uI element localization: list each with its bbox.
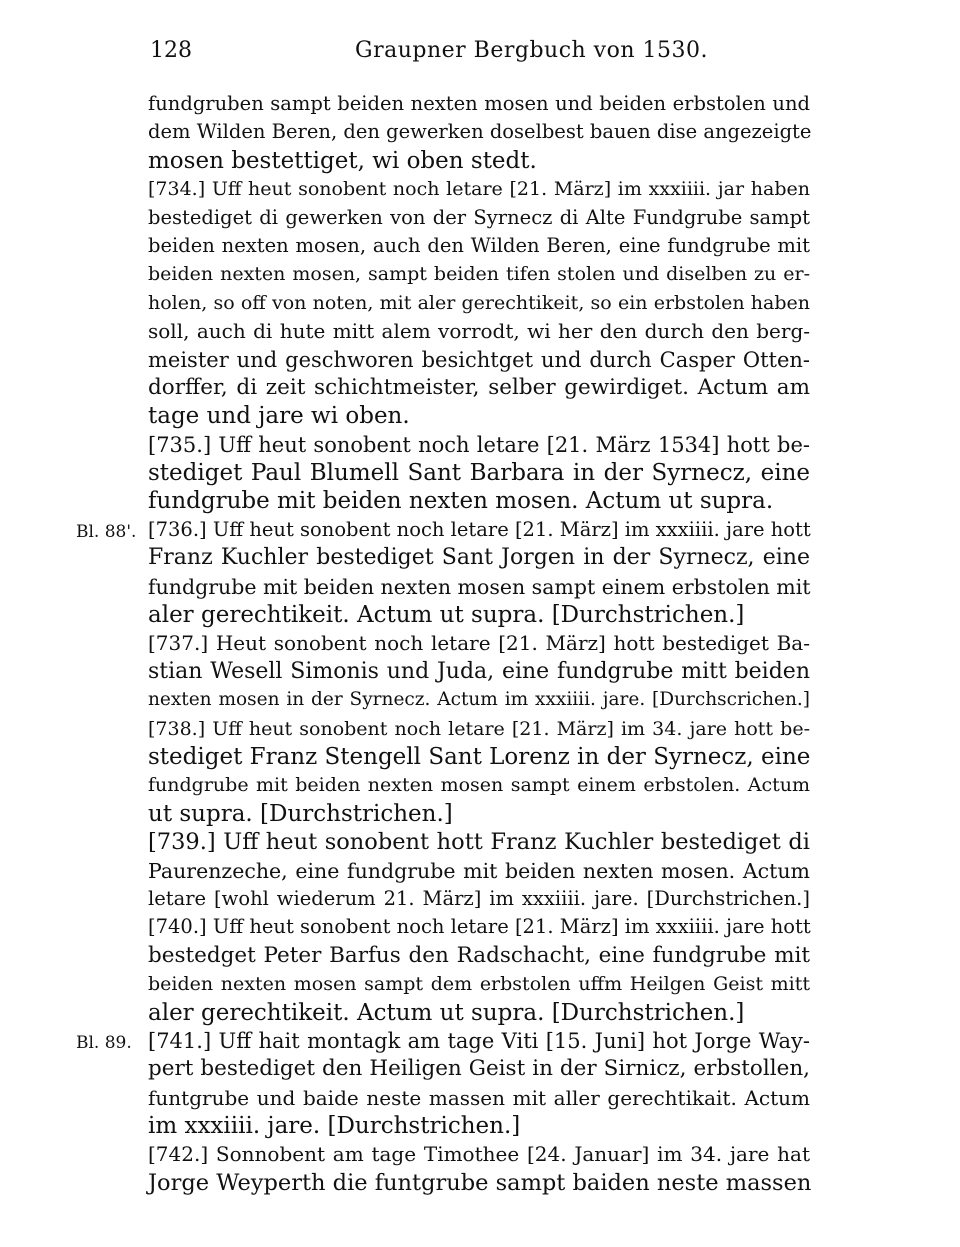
text-line: beiden nexten mosen, auch den Wilden Beren, eine fundgrube mit <box>148 233 810 257</box>
text-line: stian Wesell Simonis und Juda, eine fundgrube mitt beiden <box>148 658 810 684</box>
page-number: 128 <box>150 38 192 63</box>
text-line: nexten mosen in der Syrnecz. Actum im xxxiiii. jare. [Durchscrichen.] <box>148 689 810 711</box>
margin-note-folio: Bl. 89. <box>76 1032 132 1053</box>
running-header <box>150 38 810 74</box>
text-line: letare [wohl wiederum 21. März] im xxxiiii. jare. [Durchstrichen.] <box>148 886 810 910</box>
text-line: holen, so off von noten, mit aler gerechtikeit, so ein erbstolen haben <box>148 291 810 314</box>
text-line: [734.] Uff heut sonobent noch letare [21. März] im xxxiiii. jar haben <box>148 178 810 201</box>
text-line: beiden nexten mosen sampt dem erbstolen uffm Heilgen Geist mitt <box>148 973 810 996</box>
text-line: [737.] Heut sonobent noch letare [21. März] hott bestediget Ba- <box>148 631 810 656</box>
text-line: pert bestediget den Heiligen Geist in der Sirnicz, erbstollen, <box>148 1056 810 1082</box>
text-line: [738.] Uff heut sonobent noch letare [21. März] im 34. jare hott be- <box>148 717 810 740</box>
text-line: Jorge Weyperth die funtgrube sampt baiden neste massen <box>148 1169 812 1196</box>
text-line: fundgrube mit beiden nexten mosen sampt einem erbstolen mit <box>148 574 811 599</box>
running-title: Graupner Bergbuch von 1530. <box>355 38 708 63</box>
text-line: [735.] Uff heut sonobent noch letare [21. März 1534] hott be- <box>148 432 810 457</box>
text-line: beiden nexten mosen, sampt beiden tifen stolen und diselben zu er- <box>148 263 810 286</box>
text-line: dem Wilden Beren, den gewerken doselbest bauen dise angezeigte <box>148 120 812 144</box>
text-line: Paurenzeche, eine fundgrube mit beiden nexten mosen. Actum <box>148 858 810 883</box>
text-line: fundgrube mit beiden nexten mosen sampt einem erbstolen. Actum <box>148 774 810 797</box>
text-line: fundgrube mit beiden nexten mosen. Actum ut supra. <box>148 488 774 515</box>
text-line: tage und jare wi oben. <box>148 403 410 430</box>
text-line: soll, auch di hute mitt alem vorrodt, wi her den durch den berg- <box>148 319 810 344</box>
text-line: [742.] Sonnobent am tage Timothee [24. Januar] im 34. jare hat <box>148 1142 810 1167</box>
text-line: aler gerechtikeit. Actum ut supra. [Durchstrichen.] <box>148 999 745 1026</box>
text-line: [739.] Uff heut sonobent hott Franz Kuchler bestediget di <box>148 829 810 856</box>
text-line: im xxxiiii. jare. [Durchstrichen.] <box>148 1113 521 1140</box>
text-line: stediget Paul Blumell Sant Barbara in der Syrnecz, eine <box>148 460 810 487</box>
text-line-with-margin-note <box>76 1027 810 1055</box>
text-line-with-margin-note <box>76 516 811 544</box>
text-line: dorffer, di zeit schichtmeister, selber gewirdiget. Actum am <box>148 374 810 400</box>
text-line: Franz Kuchler bestediget Sant Jorgen in der Syrnecz, eine <box>148 545 810 571</box>
text-line: stediget Franz Stengell Sant Lorenz in der Syrnecz, eine <box>148 743 811 770</box>
body-text <box>76 90 812 1197</box>
text-line: bestedget Peter Barfus den Radschacht, eine fundgrube mit <box>148 942 810 968</box>
text-line: mosen bestettiget, wi oben stedt. <box>148 147 537 174</box>
text-line: bestediget di gewerken von der Syrnecz di Alte Fundgrube sampt <box>148 205 810 229</box>
text-line: funtgrube und baide neste massen mit aller gerechtikait. Actum <box>148 1085 810 1110</box>
text-line: ut supra. [Durchstrichen.] <box>148 800 453 827</box>
text-line: meister und geschworen besichtget und durch Casper Otten- <box>148 347 810 372</box>
text-line: aler gerechtikeit. Actum ut supra. [Durchstrichen.] <box>148 602 745 629</box>
text-line: fundgruben sampt beiden nexten mosen und beiden erbstolen und <box>148 92 810 115</box>
margin-note-folio: Bl. 88'. <box>76 521 137 542</box>
text-line-content: [736.] Uff heut sonobent noch letare [21. März] im xxxiiii. jare hott <box>148 517 811 541</box>
text-line: [740.] Uff heut sonobent noch letare [21. März] im xxxiiii. jare hott <box>148 915 811 939</box>
text-line-content: [741.] Uff hait montagk am tage Viti [15. Juni] hot Jorge Way- <box>148 1028 810 1053</box>
